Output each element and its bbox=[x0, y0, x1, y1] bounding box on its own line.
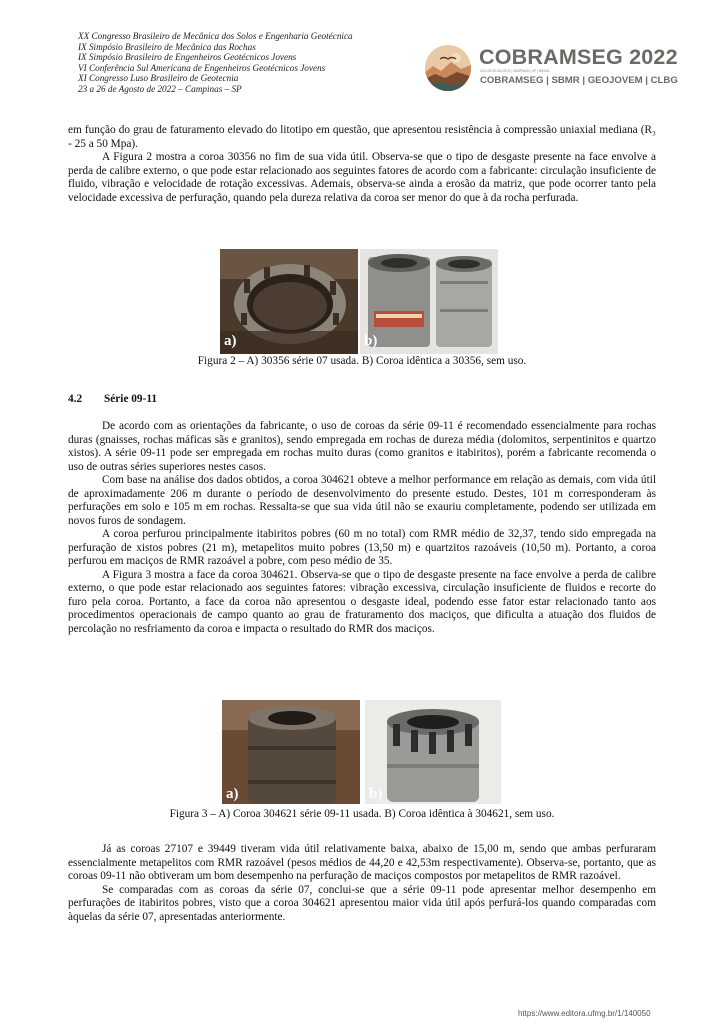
paragraph: A Figura 3 mostra a face da coroa 304621. Observa-se que o tipo de desgaste presente na face envolve a perda de calibre externo, o que pode estar relacionado aos seguintes fatores: vibração excessiva, circulação insuficiente de fluidos e recorte do furo pela coroa. Portanto, a face da coroa não apresentou o desgaste ideal, podendo esse fator estar relacionado tanto aos procedimentos operacionais de campo quanto ao grau de fraturamento dos maciços, que dificulta a atuação dos fluidos de percolação no resfriamento da coroa e impacta o resultado do RMR dos maciços. bbox=[68, 568, 656, 635]
figure3-label-a: a) bbox=[226, 786, 239, 802]
paragraph: em função do grau de faturamento elevado do litotipo em questão, que apresentou resistência à compressão uniaxial mediana (R₃ - 25 a 50 Mpa). bbox=[68, 124, 656, 150]
section-title: Série 09-11 bbox=[104, 393, 158, 405]
section2-text bbox=[68, 420, 656, 636]
logo-title: COBRAMSEG 2022 bbox=[479, 45, 678, 69]
paragraph: Se comparadas com as coroas da série 07, conclui-se que a série 09-11 pode apresentar melhor desempenho em perfurações de itabiritos pobres, visto que a coroa 304621 apresentou maior vida útil após perfurá-los quando comparadas com àquelas da série 07, apresentadas anteriormente. bbox=[68, 883, 656, 923]
paragraph: Com base na análise dos dados obtidos, a coroa 304621 obteve a melhor performance em relação as demais, com vida útil de aproximadamente 206 m durante o período de desenvolvimento do presente estudo. Destes, 101 m corresponderam às perfurações em solo e 105 m em rochas. Ressalta-se que sua vida útil não se exauriu completamente, podendo ser utilizada em novos furos de sondagem. bbox=[68, 474, 656, 527]
logo-subtitle: COBRAMSEG | SBMR | GEOJOVEM | CLBG bbox=[480, 75, 678, 86]
figure2-label-a: a) bbox=[224, 333, 237, 349]
header-line: VI Conferência Sul Americana de Engenheiros Geotécnicos Jovens bbox=[78, 62, 326, 73]
section-number: 4.2 bbox=[68, 393, 83, 405]
paragraph: A coroa perfurou principalmente itabiritos pobres (60 m no total) com RMR médio de 32,37, tendo sido empregada na perfuração de xistos pobres (21 m), metapelitos muito pobres (13,50 m) e quartzitos razoáveis (10,50 m). Portanto, a coroa perfurou em maciços de RMR razoável a pobre, com peso médio de 35. bbox=[68, 528, 656, 567]
figure3-caption: Figura 3 – A) Coroa 304621 série 09-11 usada. B) Coroa idêntica à 304621, sem uso. bbox=[169, 808, 555, 820]
cobramseg-logo bbox=[423, 44, 685, 92]
header-line: XX Congresso Brasileiro de Mecânica dos Solos e Engenharia Geotécnica bbox=[78, 31, 353, 41]
logo-emblem-icon bbox=[423, 44, 473, 92]
paragraph: A Figura 2 mostra a coroa 30356 no fim de sua vida útil. Observa-se que o tipo de desgaste presente na face envolve a perda de calibre externo, o que pode estar relacionado aos seguintes fatores de acordo com a fabricante: circulação insuficiente de fluido, vibração e velocidade de rotação excessivas. Ademais, observa-se ainda a erosão da matriz, que pode ocorrer tanto pela velocidade excessiva de perfuração, quando pela dureza relativa da coroa ser menor do que à da rocha perfurada. bbox=[68, 151, 656, 204]
footer-url[interactable]: https://www.editora.ufmg.br/1/140050 bbox=[518, 1009, 651, 1018]
worn-bit-image bbox=[222, 700, 360, 804]
logo-tagline: 23 A 26 DE AGOSTO | CAMPINAS | SP | BRASIL bbox=[480, 69, 551, 73]
header-line: XI Congresso Luso Brasileiro de Geotecnia bbox=[78, 73, 239, 84]
section-heading bbox=[68, 393, 157, 405]
section1-text bbox=[68, 124, 656, 205]
paragraph: Já as coroas 27107 e 39449 tiveram vida útil relativamente baixa, abaixo de 15,00 m, sendo que ambas perfuraram essencialmente metapelitos com RMR razoável (pesos médios de 44,20 e 42,53m respectivamente). Observa-se, portanto, que as coroas 09-11 não obtiveram um bom desempenho na perfuração de maciços compostos por metapelitos de RMR razoável. bbox=[68, 843, 656, 882]
header-line: IX Simpósio Brasileiro de Mecânica das Rochas bbox=[78, 41, 256, 52]
new-bit-image bbox=[365, 700, 501, 804]
new-bit-image bbox=[360, 249, 498, 354]
figure2-photo-a bbox=[220, 249, 358, 354]
header-line: IX Simpósio Brasileiro de Engenheiros Geotécnicos Jovens bbox=[78, 52, 297, 63]
worn-bit-image bbox=[220, 249, 358, 354]
figure3-label-b: b) bbox=[369, 786, 383, 802]
section3-text bbox=[68, 843, 656, 924]
paragraph: De acordo com as orientações da fabricante, o uso de coroas da série 09-11 é recomendado essencialmente para rochas duras (gnaisses, rochas máficas sãs e granitos), sendo empregada em rochas de dureza média (dolomitos, serpentinitos e quartzo xistos). A série 09-11 pode ser empregada em rochas muito duras (como granitos e itabiritos), porém a fabricante recomenda o uso de outras séries superiores nestes casos. bbox=[68, 420, 656, 473]
figure2-caption: Figura 2 – A) 30356 série 07 usada. B) Coroa idêntica a 30356, sem uso. bbox=[197, 355, 527, 367]
header-line: 23 a 26 de Agosto de 2022 – Campinas – SP bbox=[78, 83, 242, 94]
figure3-photo-b bbox=[365, 700, 501, 804]
conference-header bbox=[78, 31, 353, 95]
figure3-photo-a bbox=[222, 700, 360, 804]
figure2-photo-b bbox=[360, 249, 498, 354]
figure2-label-b: b) bbox=[364, 333, 378, 349]
